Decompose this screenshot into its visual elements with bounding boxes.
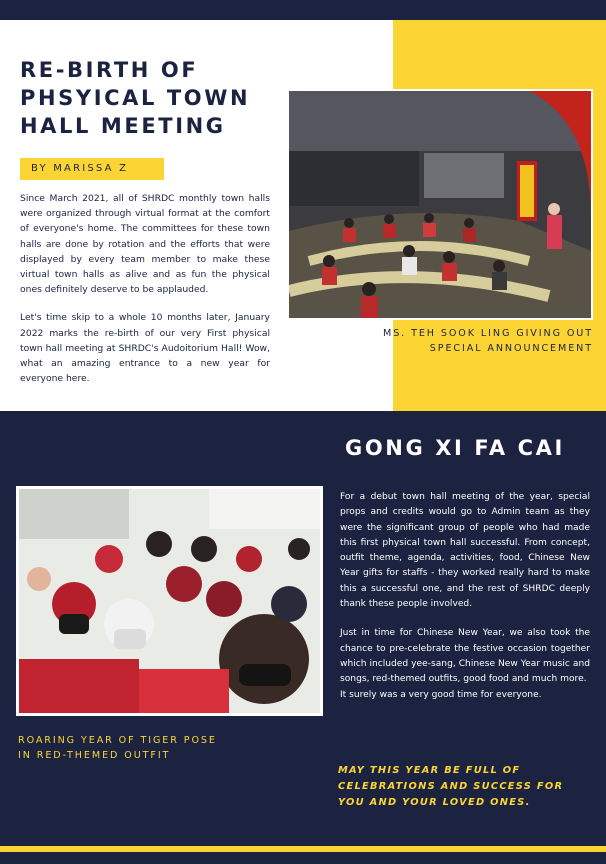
closing-wish — [338, 763, 598, 811]
town-hall-photo — [287, 89, 593, 320]
intro-text — [20, 191, 270, 399]
closing-line: CELEBRATIONS AND SUCCESS FOR — [338, 781, 564, 792]
top-band — [0, 0, 606, 20]
intro-paragraph: Let's time skip to a whole 10 months later, January 2022 marks the re-birth of our very First physical town hall meeting at SHRDC's Audoitorium Hall! Wow, what an amazing entrance to a new year for everyone here. — [20, 312, 270, 385]
caption-line: ROARING YEAR OF TIGER POSE — [18, 735, 217, 746]
article-title — [20, 56, 290, 140]
caption-line: SPECIAL ANNOUNCEMENT — [429, 343, 593, 354]
caption-line: IN RED-THEMED OUTFIT — [18, 749, 171, 761]
body-paragraph: Just in time for Chinese New Year, we also took the chance to pre-celebrate the festive occasion together which included yee-sang, Chinese New Year music and songs, red-themed outfits, good food and much more. — [340, 628, 590, 685]
title-line: RE-BIRTH OF — [20, 58, 199, 82]
top-photo-caption — [353, 326, 593, 356]
group-photo — [16, 486, 323, 716]
byline: BY MARISSA Z — [20, 158, 164, 180]
body-closing-line: It surely was a very good time for everyone. — [340, 689, 542, 700]
section-title: GONG XI FA CAI — [345, 436, 565, 460]
group-photo-caption — [18, 734, 217, 763]
bottom-accent-rule — [0, 846, 606, 852]
caption-line: MS. TEH SOOK LING GIVING OUT — [383, 328, 593, 339]
body-paragraph: For a debut town hall meeting of the year, special props and credits would go to Admin team as they were the significant group of people who had made this first physical town hall successful. From concept, outfit theme, agenda, activities, food, Chinese New Year gifts for staffs - they worked really hard to make this a successful one, and the rest of SHRDC deeply thank these people involved. — [340, 492, 590, 610]
closing-line: YOU AND YOUR LOVED ONES. — [338, 797, 531, 808]
intro-paragraph: Since March 2021, all of SHRDC monthly town halls were organized through virtual format at the comfort of everyone's home. The committees for these town halls are done by rotation and the efforts that were displayed by every team member to make these virtual town halls as alive and as fun the physical ones definitely deserve to be applauded. — [20, 193, 270, 296]
title-line: PHSYICAL TOWN — [20, 86, 251, 110]
gong-xi-body — [340, 490, 590, 717]
closing-line: MAY THIS YEAR BE FULL OF — [338, 765, 521, 776]
title-line: HALL MEETING — [20, 114, 226, 138]
